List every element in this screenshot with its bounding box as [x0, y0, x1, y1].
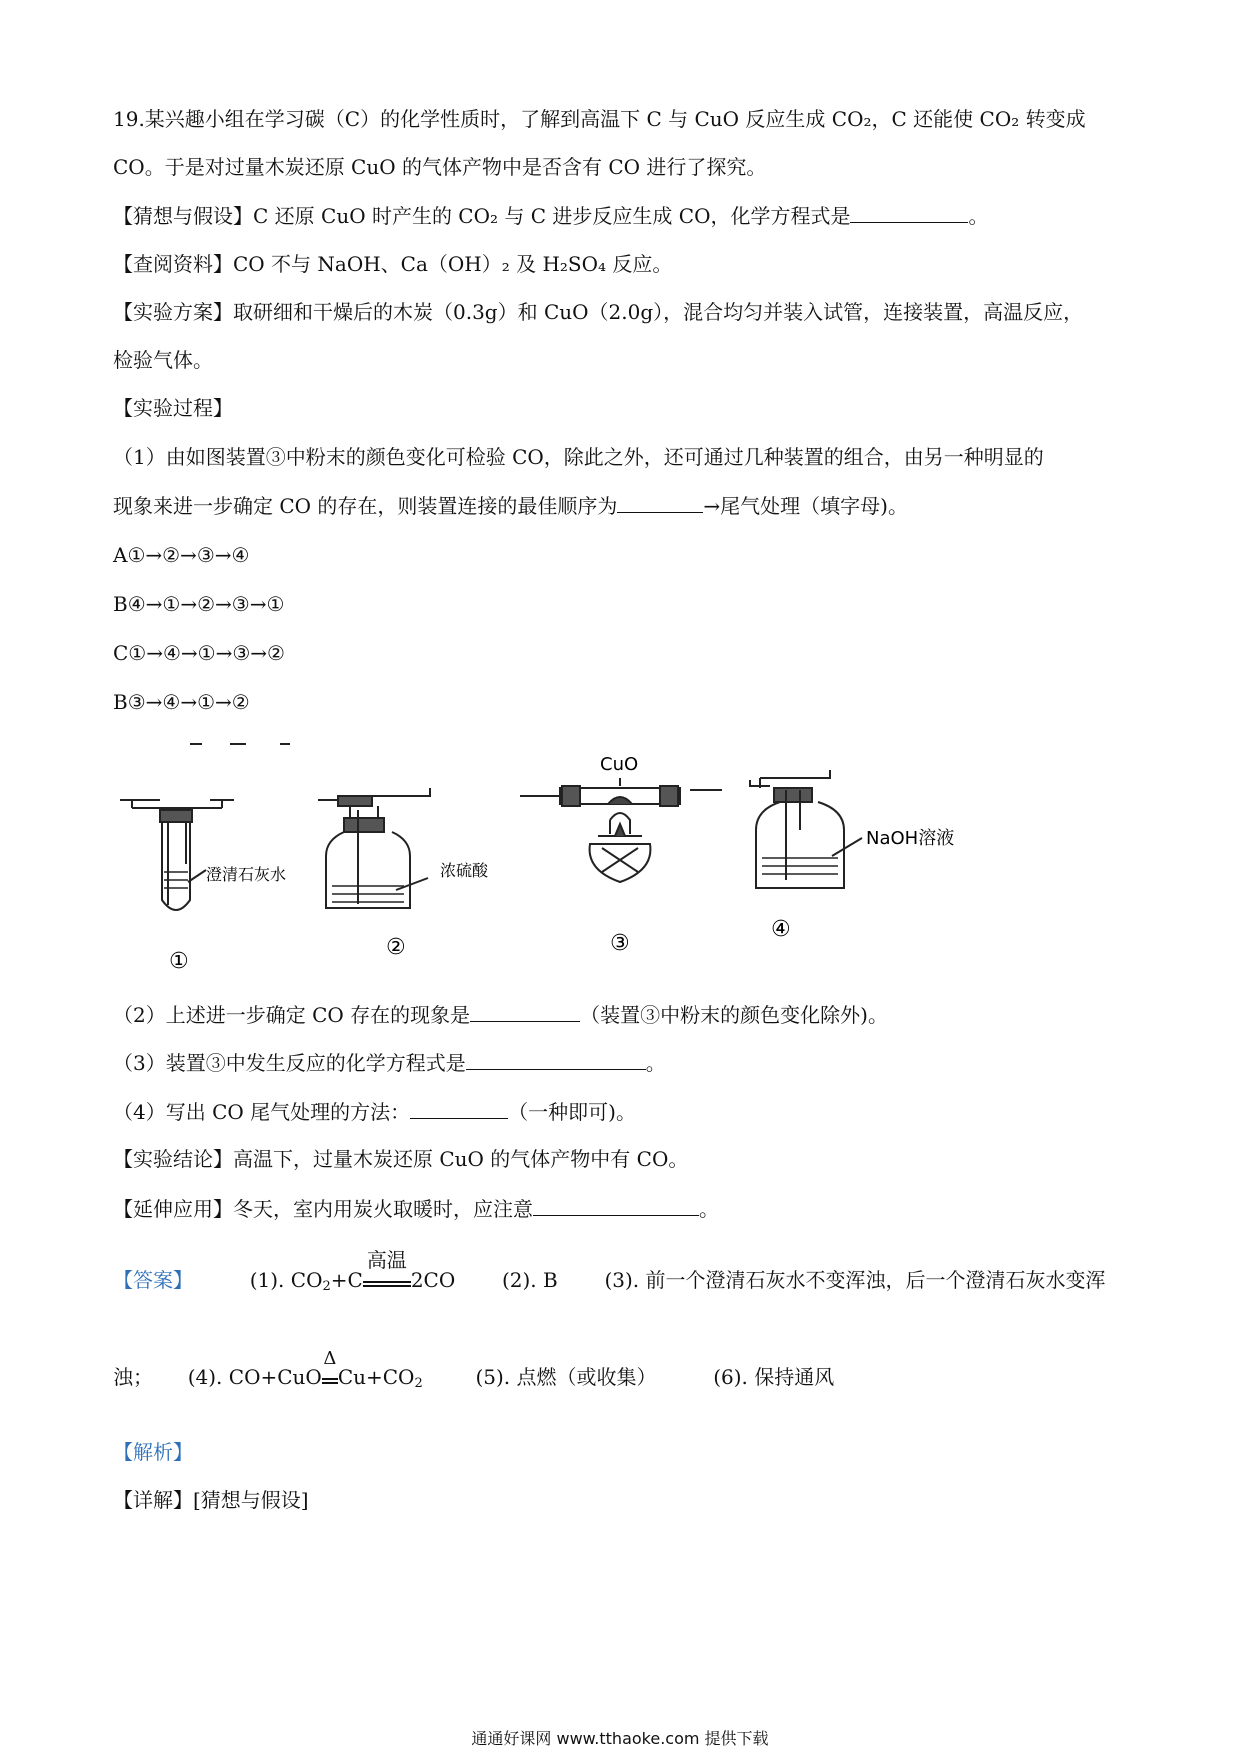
answer-line-1: [113, 1248, 1106, 1302]
q2-text-b: （装置③中粉末的颜色变化除外)。: [580, 1003, 888, 1027]
answer-3: (3). 前一个澄清石灰水不变浑浊，后一个澄清石灰水变浑: [604, 1268, 1106, 1292]
plan-line-1: 【实验方案】取研细和干燥后的木炭（0.3g）和 CuO（2.0g），混合均匀并装入试管，连接装置，高温反应，: [113, 300, 1084, 324]
blank-tail-gas[interactable]: [410, 1096, 508, 1119]
equation-condition-high-temp: 高温: [363, 1269, 411, 1287]
answer-1: (1). $CO_2+C$ 高温 2CO: [249, 1248, 456, 1294]
extension: [113, 1193, 719, 1224]
analysis-label: 【解析】: [113, 1440, 193, 1464]
q1-line-2a: 现象来进一步确定 CO 的存在，则装置连接的最佳顺序为: [113, 494, 618, 518]
reference: 【查阅资料】CO 不与 NaOH、Ca（OH）₂ 及 H₂SO₄ 反应。: [113, 252, 673, 276]
q1-line-1: （1）由如图装置③中粉末的颜色变化可检验 CO，除此之外，还可通过几种装置的组合，由另一种明显的: [113, 445, 1044, 469]
apparatus-figure: [110, 740, 1110, 975]
naoh-bottle-device-4: [750, 770, 862, 888]
footer: 通通好课网 www.tthaoke.com 提供下载: [471, 1729, 769, 1748]
question-line-2: CO。于是对过量木炭还原 CuO 的气体产物中是否含有 CO 进行了探究。: [113, 155, 767, 179]
option-b: B④→①→②→③→①: [113, 592, 285, 616]
answer-6: (6). 保持通风: [713, 1365, 835, 1389]
equation-condition-heat: Δ: [322, 1366, 338, 1384]
label-sulfuric-acid: 浓硫酸: [440, 861, 489, 880]
answer-5: (5). 点燃（或收集）: [475, 1365, 657, 1389]
hypothesis-head: 【猜想与假设】: [113, 204, 253, 228]
extension-text-b: 。: [699, 1197, 719, 1221]
blank-reaction[interactable]: [466, 1047, 646, 1070]
q3-text-b: 。: [645, 1051, 666, 1075]
device-number-3: ③: [610, 931, 630, 956]
process-head: 【实验过程】: [113, 396, 233, 420]
q4-text-a: （4）写出 CO 尾气处理的方法：: [113, 1100, 411, 1124]
answer-4: (4). CO+CuO Δ $Cu+CO_2$: [187, 1348, 423, 1391]
hypothesis: [113, 200, 988, 231]
option-d: B③→④→①→②: [113, 690, 250, 714]
blank-extension[interactable]: [533, 1193, 699, 1216]
hypothesis-end: 。: [968, 204, 989, 228]
wash-bottle-device-2: [318, 788, 430, 908]
label-limewater: 澄清石灰水: [206, 865, 287, 884]
plan-line-2: 检验气体。: [113, 348, 213, 372]
device-number-4: ④: [771, 917, 791, 942]
answer-label: 【答案】: [113, 1268, 193, 1292]
hypothesis-text: C 还原 CuO 时产生的 CO₂ 与 C 进步反应生成 CO，化学方程式是: [253, 204, 851, 228]
test-tube-device-1: [120, 800, 234, 910]
question-line-1: 19.某兴趣小组在学习碳（C）的化学性质时，了解到高温下 C 与 CuO 反应生成 CO₂，C 还能使 CO₂ 转变成: [113, 107, 1086, 131]
device-number-1: ①: [169, 949, 189, 974]
detail: 【详解】[猜想与假设]: [113, 1488, 309, 1512]
q4: [113, 1096, 636, 1127]
q1-line-2b: →尾气处理（填字母)。: [703, 494, 908, 518]
extension-text-a: 【延伸应用】冬天，室内用炭火取暖时，应注意: [113, 1197, 533, 1221]
label-cuo: CuO: [600, 754, 639, 775]
q1-line-2: [113, 490, 908, 521]
blank-order[interactable]: [617, 490, 703, 513]
q2-text-a: （2）上述进一步确定 CO 存在的现象是: [113, 1003, 471, 1027]
answer-3-cont: 浊；: [113, 1365, 153, 1389]
conclusion: 【实验结论】高温下，过量木炭还原 CuO 的气体产物中有 CO。: [113, 1147, 689, 1171]
blank-equation[interactable]: [850, 200, 968, 223]
option-a: A①→②→③→④: [113, 543, 250, 567]
q4-text-b: （一种即可)。: [508, 1100, 636, 1124]
q2: [113, 999, 888, 1030]
device-number-2: ②: [386, 935, 406, 960]
blank-phenomenon[interactable]: [470, 999, 580, 1022]
answer-line-2: [113, 1348, 835, 1399]
q3: [113, 1047, 666, 1078]
option-c: C①→④→①→③→②: [113, 641, 285, 665]
answer-2: (2). B: [501, 1268, 558, 1292]
heated-tube-device-3: [520, 778, 722, 882]
label-naoh: NaOH溶液: [866, 828, 955, 849]
q3-text-a: （3）装置③中发生反应的化学方程式是: [113, 1051, 466, 1075]
